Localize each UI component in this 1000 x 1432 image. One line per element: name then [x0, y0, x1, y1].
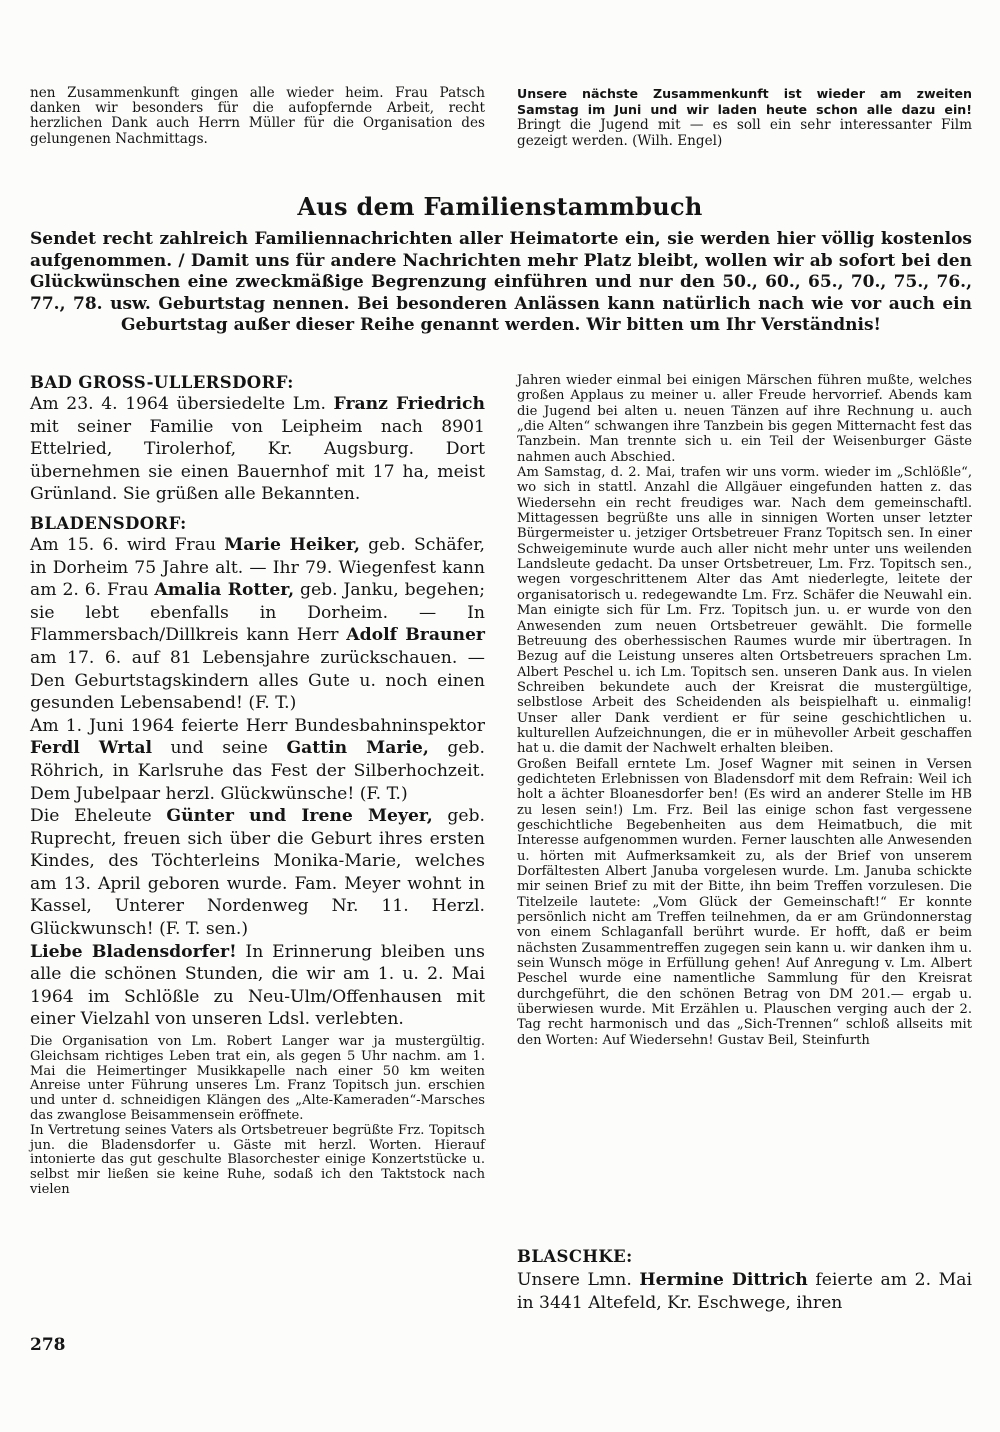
text-span: Am 23. 4. 1964 übersiedelte Lm.: [30, 394, 334, 414]
right-paragraph-1: Jahren wieder einmal bei einigen Märschen führen mußte, welches großen Applaus zu meiner u. aller Freude hervorrief. Abends kam die Jugend bei alten u. neuen Tänzen auf ihre Rechnung u. auch „die Alten“ schwangen ihre Tanzbein bis gegen Mitternacht fest das Tanzbein. Man trennte sich u. ein Teil der Weisenburger Gäste nahmen auch Abschied.: [517, 373, 972, 465]
text-span: feierte am 2. Mai in 3441 Altefeld, Kr. Eschwege, ihren: [517, 1270, 973, 1313]
representation-paragraph: In Vertretung seines Vaters als Ortsbetreuer begrüßte Frz. Topitsch jun. die Bladensdorfer u. Gäste mit herzl. Worten. Hierauf intonierte das gut geschulte Blasorchester einige Konzertstücke u. selbst mir ließen sie keine Ruhe, sodaß ich den Taktstock nach vielen: [30, 1122, 485, 1197]
right-paragraph-3: Großen Beifall erntete Lm. Josef Wagner mit seinen in Versen gedichteten Erlebnissen von Bladensdorf mit dem Refrain: Weil ich holt a ächter Bloanesdorfer ben! (Es wird an anderer Stelle im HB zu lesen sein!) Lm. Frz. Beil las einige schon fast vergessene geschichtliche Begebenheiten aus dem Heimatbuch, die mit Interesse aufgenommen wurden. Ferner lauschten alle Anwesenden u. hörten mit Aufmerksamkeit zu, als der Brief von unserem Dorfältesten Albert Januba vorgelesen wurde. Lm. Januba schickte mir seinen Brief zu mit der Bitte, ihn beim Treffen vorzulesen. Die Titelzeile lautete: „Vom Glück der Gemeinschaft!“ Er konnte persönlich nicht am Treffen teilnehmen, da er am Gründonnerstag von einem Schlaganfall berührt wurde. Er hofft, daß er beim nächsten Zusammentreffen zugegen sein kann u. wir danken ihm u. sein Wunsch möge in Erfüllung gehen! Auf Anregung v. Lm. Albert Peschel wurde eine namentliche Sammlung für den Kreisrat durchgeführt, die den schönen Betrag von DM 201.— ergab u. überwiesen wurde. Mit Erzählen u. Plauschen verging auch der 2. Tag recht harmonisch und das „Sich-Trennen“ schloß allseits mit den Worten: Auf Wiedersehn! Gustav Beil, Steinfurth: [517, 756, 972, 1048]
right-paragraph-2: Am Samstag, d. 2. Mai, trafen wir uns vorm. wieder im „Schlößle“, wo sich in stattl. Anzahl die Allgäuer eingefunden hatten z. das Wiedersehn ein recht freudiges war. Nach dem gemeinschaftl. Mittagessen begrüßte uns alle in sinnigen Worten unser letzter Bürgermeister u. jetziger Ortsbetreuer Franz Topitsch sen. In einer Schweigeminute wurde auch aller nicht mehr unter uns weilenden Landsleute gedacht. Da unser Ortsbetreuer, Lm. Frz. Topitsch sen., wegen vorgeschrittenem Alter das Amt niederlegte, leitete der organisatorisch u. redegewandte Lm. Frz. Schäfer die Neuwahl ein. Man einigte sich für Lm. Frz. Topitsch jun. u. er wurde von den Anwesenden zum neuen Ortsbetreuer gewählt. Die formelle Betreuung des oberhessischen Raumes wurde mir übertragen. In Bezug auf die Leistung unseres alten Ortsbetreuers sprachen Lm. Albert Peschel u. ich Lm. Topitsch sen. unseren Dank aus. In vielen Schreiben bekundete auch der Kreisrat die mustergültige, selbstlose Arbeit des Scheidenden als beispielhaft u. einmalig! Unser aller Dank verdient er für seine geschichtlichen u. kulturellen Aufzeichnungen, die er in mühevoller Arbeit geschaffen hat u. die damit der Nachwelt erhalten bleiben.: [517, 465, 972, 757]
top-right-column: [517, 86, 972, 149]
heading-bad-gross-ullersdorf: BAD GROSS-ULLERSDORF:: [30, 373, 294, 392]
person-name: Amalia Rotter,: [154, 580, 295, 601]
blaschke-section: [517, 1246, 972, 1314]
ullersdorf-paragraph: [30, 393, 485, 506]
heading-blaschke: BLASCHKE:: [517, 1247, 633, 1266]
bladensdorf-birthdays-paragraph: [30, 534, 485, 715]
right-column: [517, 373, 972, 1048]
text-span: Die Eheleute: [30, 806, 167, 827]
announcement-text: Bringt die Jugend mit — es soll ein sehr interessanter Film gezeigt werden. (Wilh. Engel): [517, 117, 972, 149]
person-name: Günter und Irene Meyer,: [166, 806, 433, 827]
text-span: In Erinnerung bleiben uns alle die schönen Stunden, die wir am 1. u. 2. Mai 1964 im Schlößle zu Neu-Ulm/Offenhausen mit einer Vielzahl von unseren Ldsl. verlebten.: [30, 941, 485, 1030]
greeting-bold: Liebe Bladensdorfer!: [30, 941, 237, 962]
person-name: Gattin Marie,: [286, 738, 429, 759]
person-name: Marie Heiker,: [224, 534, 360, 555]
text-span: geb. Ruprecht, freuen sich über die Geburt ihres ersten Kindes, des Töchterleins Monika-Marie, welches am 13. April geboren wurde. Fam. Meyer wohnt in Kassel, Unterer Nordenweg Nr. 11. Herzl. Glückwunsch! (F. T. sen.): [30, 806, 485, 940]
text-span: Am 1. Juni 1964 feierte Herr Bundesbahninspektor: [30, 715, 485, 736]
birth-paragraph: [30, 805, 485, 941]
person-name: Hermine Dittrich: [639, 1270, 808, 1290]
blaschke-paragraph: [517, 1269, 972, 1314]
organisation-paragraph: Die Organisation von Lm. Robert Langer war ja mustergültig. Gleichsam richtiges Leben trat ein, als gegen 5 Uhr nachm. am 1. Mai die Heimertinger Musikkapelle nach einer 50 km weiten Anreise unter Führung unseres Lm. Franz Topitsch jun. erschien und unter d. schneidigen Klängen des „Alte-Kameraden“-Marsches das zwanglose Beisammensein eröffnete.: [30, 1034, 485, 1124]
person-name: Ferdl Wrtal: [30, 738, 153, 759]
heading-bladensdorf: BLADENSDORF:: [30, 513, 187, 533]
text-span: Am 15. 6. wird Frau: [30, 534, 225, 555]
text-span: geb. Röhrich, in Karlsruhe das Fest der Silberhochzeit. Dem Jubelpaar herzl. Glückwünsche! (F. T.): [30, 738, 486, 804]
announcement-paragraph: [517, 86, 972, 149]
top-left-column: [30, 86, 485, 147]
closing-paragraph: nen Zusammenkunft gingen alle wieder heim. Frau Patsch danken wir besonders für die aufopfernde Arbeit, recht herzlichen Dank auch Herrn Müller für die Organisation des gelungenen Nachmittags.: [30, 85, 485, 147]
person-name: Adolf Brauner: [346, 625, 485, 646]
section-title: Aus dem Familienstammbuch: [297, 192, 703, 221]
text-span: mit seiner Familie von Leipheim nach 8901 Ettelried, Tirolerhof, Kr. Augsburg. Dort übernehmen sie einen Bauernhof mit 17 ha, meist Grünland. Sie grüßen alle Bekannten.: [30, 416, 485, 505]
left-column: [30, 372, 485, 1198]
text-span: geb. Janku, begehen; sie lebt ebenfalls in Dorheim. — In Flammersbach/Dillkreis kann Herr: [30, 580, 486, 646]
text-span: am 17. 6. auf 81 Lebensjahre zurückschauen. — Den Geburtstagskindern alles Gute u. noch einen gesunden Lebensabend! (F. T.): [30, 647, 485, 714]
reunion-paragraph: [30, 941, 485, 1031]
silver-wedding-paragraph: [30, 715, 485, 805]
page-number: 278: [30, 1335, 66, 1355]
text-span: und seine: [152, 738, 287, 759]
person-name: Franz Friedrich: [333, 394, 485, 414]
text-span: Unsere Lmn.: [517, 1270, 640, 1290]
text-span: geb. Schäfer, in Dorheim 75 Jahre alt. — Ihr 79. Wiegenfest kann am 2. 6. Frau: [30, 534, 485, 601]
announcement-bold: Unsere nächste Zusammenkunft ist wieder am zweiten Samstag im Juni und wir laden heute schon alle dazu ein!: [517, 86, 972, 118]
intro-paragraph: Sendet recht zahlreich Familiennachrichten aller Heimatorte ein, sie werden hier völlig kostenlos aufgenommen. / Damit uns für andere Nachrichten mehr Platz bleibt, wollen wir ab sofort bei den Glückwünschen eine zweckmäßige Begrenzung einführen und nur den 50., 60., 65., 70., 75., 76., 77., 78. usw. Geburtstag nennen. Bei besonderen Anlässen kann natürlich nach wie vor auch ein Geburtstag außer dieser Reihe genannt werden. Wir bitten um Ihr Verständnis!: [30, 229, 972, 335]
